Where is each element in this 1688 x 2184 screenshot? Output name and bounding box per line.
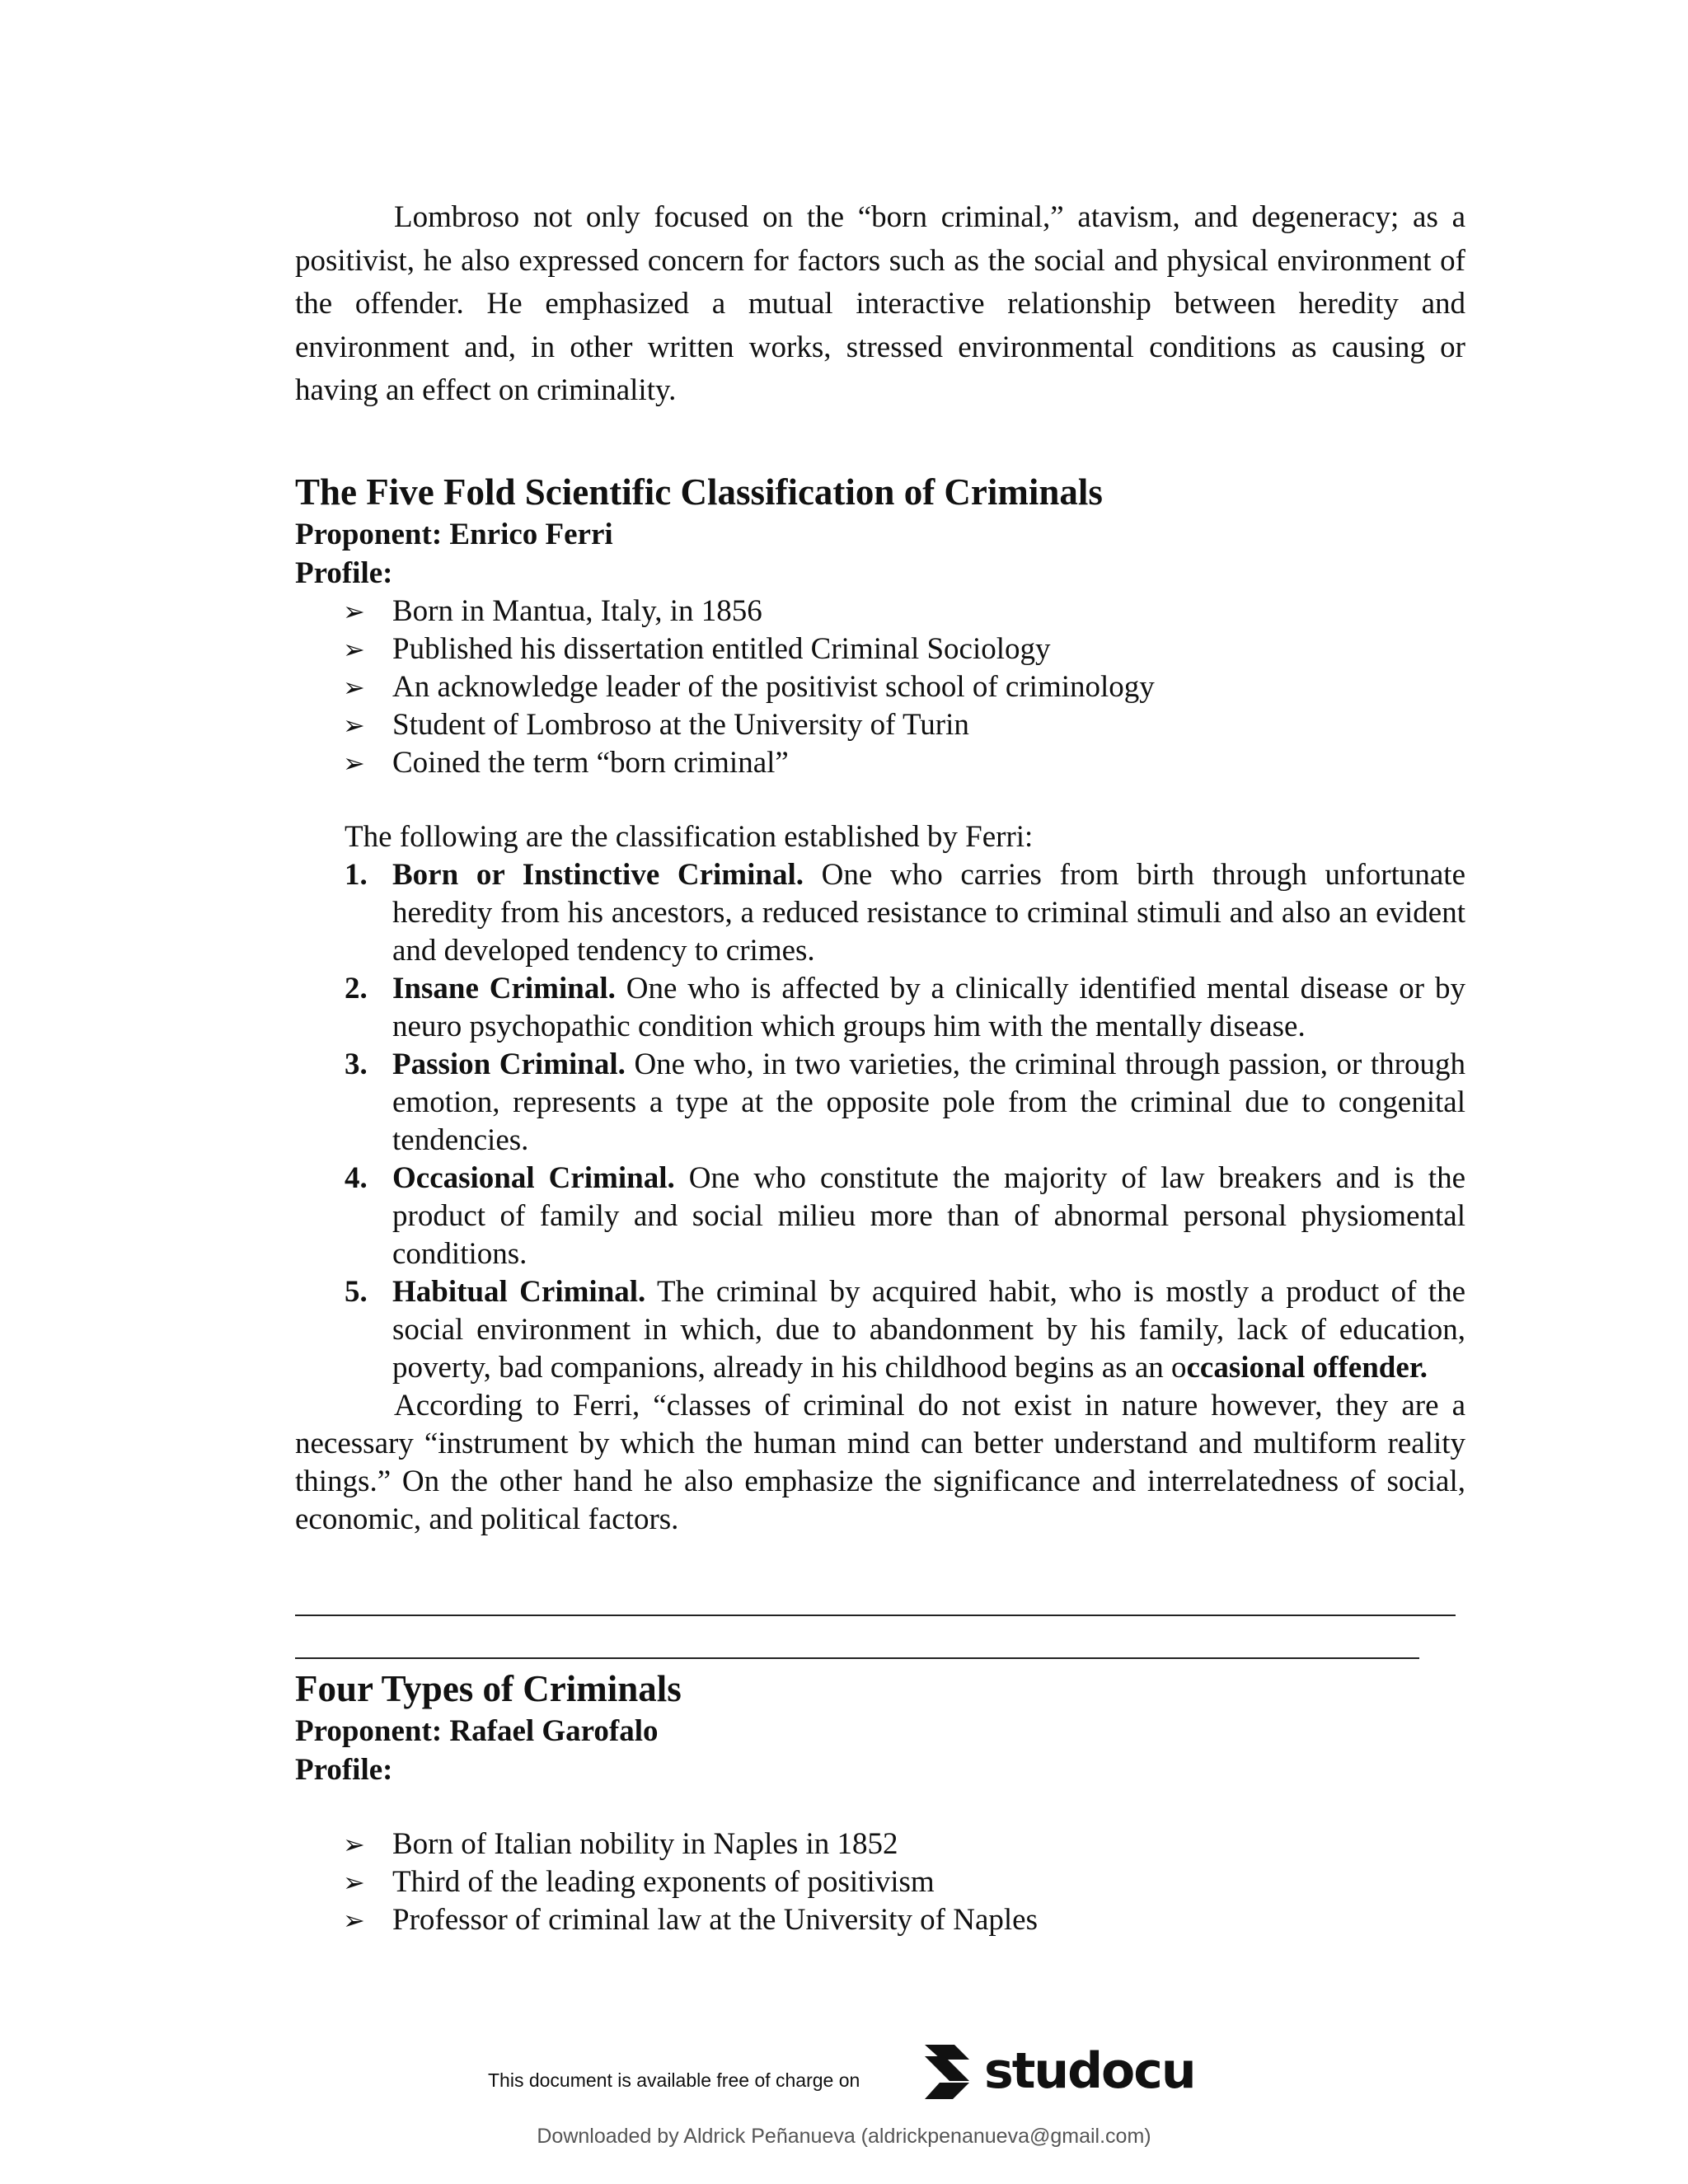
list-item: ➢ Third of the leading exponents of positivism (295, 1863, 1465, 1901)
list-item: ➢ Born in Mantua, Italy, in 1856 (295, 593, 1465, 630)
classification-list (295, 856, 1465, 1387)
list-item: 1. Born or Instinctive Criminal. One who carries from birth through unfortunate heredity from his ancestors, a reduced resistance to criminal stimuli and also an evident and developed tendency to crimes. (345, 857, 1465, 968)
list-item: 4. Occasional Criminal. One who constitute the majority of law breakers and is the product of family and social milieu more than of abnormal personal physiomental conditions. (345, 1160, 1465, 1271)
studocu-logo-text: studocu (984, 2042, 1195, 2100)
divider-line (295, 1657, 1419, 1659)
list-item: ➢ Professor of criminal law at the University of Naples (295, 1901, 1465, 1939)
arrow-bullet-icon: ➢ (343, 1866, 365, 1898)
list-item: 3. Passion Criminal. One who, in two varieties, the criminal through passion, or through emotion, represents a type at the opposite pole from the criminal due to congenital tendencies. (345, 1047, 1465, 1157)
list-item: ➢ Coined the term “born criminal” (295, 744, 1465, 782)
list-item: ➢ Student of Lombroso at the University of Turin (295, 706, 1465, 744)
downloaded-by-text: Downloaded by Aldrick Peñanueva (aldrickpenanueva@gmail.com) (537, 2125, 1151, 2148)
profile-label: Profile: (295, 1752, 393, 1787)
arrow-bullet-icon: ➢ (343, 1828, 365, 1860)
list-item: 5. Habitual Criminal. The criminal by acquired habit, who is mostly a product of the social environment in which, due to abandonment by his family, lack of education, poverty, bad companions, already in his childhood begins as an occasional offender. (345, 1274, 1465, 1385)
list-item: ➢ An acknowledge leader of the positivist school of criminology (295, 668, 1465, 706)
arrow-bullet-icon: ➢ (343, 595, 365, 627)
proponent: Proponent: Enrico Ferri (295, 517, 613, 551)
arrow-bullet-icon: ➢ (343, 671, 365, 703)
divider-line (295, 1615, 1456, 1616)
arrow-bullet-icon: ➢ (343, 633, 365, 665)
studocu-logo[interactable] (917, 2038, 1195, 2104)
arrow-bullet-icon: ➢ (343, 747, 365, 779)
section-ferri (295, 469, 1465, 1539)
list-item: ➢ Published his dissertation entitled Criminal Sociology (295, 630, 1465, 668)
profile-list (295, 1825, 1465, 1939)
section-title: Four Types of Criminals (295, 1667, 682, 1709)
document-page (295, 196, 1465, 1939)
profile-label: Profile: (295, 555, 393, 590)
section-title: The Five Fold Scientific Classification of Criminals (295, 471, 1103, 513)
classification-intro: The following are the classification established by Ferri: (345, 819, 1034, 854)
proponent: Proponent: Rafael Garofalo (295, 1713, 659, 1748)
arrow-bullet-icon: ➢ (343, 1904, 365, 1936)
section-garofalo (295, 1666, 1465, 1939)
list-item: ➢ Born of Italian nobility in Naples in 1852 (295, 1825, 1465, 1863)
list-item: 2. Insane Criminal. One who is affected by a clinically identified mental disease or by neuro psychopathic condition which groups him with the mentally disease. (345, 971, 1465, 1043)
intro-paragraph: Lombroso not only focused on the “born criminal,” atavism, and degeneracy; as a positivist, he also expressed concern for factors such as the social and physical environment of the offender. He emphasized a mutual interactive relationship between heredity and environment and, in other written works, stressed environmental conditions as causing or having an effect on criminality. (295, 200, 1465, 407)
arrow-bullet-icon: ➢ (343, 709, 365, 741)
closing-paragraph: According to Ferri, “classes of criminal do not exist in nature however, they are a necessary “instrument by which the human mind can better understand and multiform reality things.” On the other hand he also emphasize the significance and interrelatedness of social, economic, and political factors. (295, 1388, 1465, 1536)
footer-available-text: This document is available free of charge on (488, 2069, 860, 2091)
profile-list (295, 593, 1465, 782)
studocu-logo-icon (917, 2038, 978, 2104)
